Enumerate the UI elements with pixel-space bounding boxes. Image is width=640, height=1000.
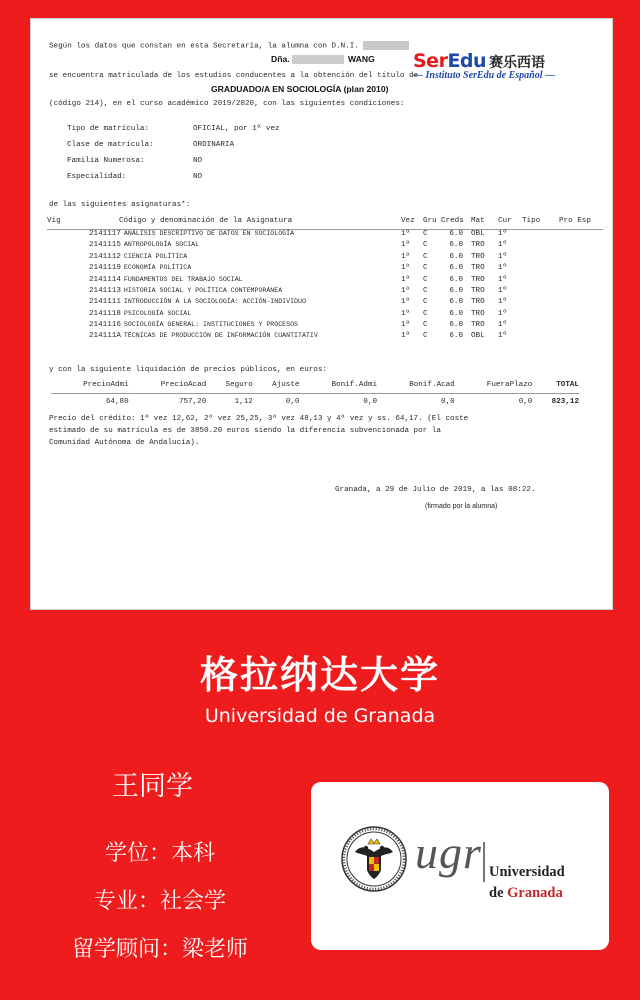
subject-code-name xyxy=(89,320,401,331)
subject-course: 1º xyxy=(498,252,508,261)
subject-name: ANTROPOLOGÍA SOCIAL xyxy=(123,241,200,249)
subject-credits: 6.0 xyxy=(449,321,463,330)
subject-code: 2141113 xyxy=(89,286,121,295)
subjects-intro: de las siguientes asignaturas*: xyxy=(49,201,191,209)
subject-group: C xyxy=(423,332,428,341)
prices-intro: y con la siguiente liquidación de precios públicos, en euros: xyxy=(49,366,327,374)
subject-code-name xyxy=(89,332,401,343)
subject-course: 1º xyxy=(498,321,508,330)
subject-credits: 6.0 xyxy=(449,252,463,261)
subject-code: 2141111 xyxy=(89,298,121,307)
subject-vez: 1ª xyxy=(401,286,411,295)
subject-vez: 1ª xyxy=(401,275,411,284)
subject-vez: 1ª xyxy=(401,241,411,250)
subject-course: 1º xyxy=(498,230,508,239)
subject-name: INTRODUCCIÓN A LA SOCIOLOGÍA: ACCIÓN-INDIVIDUO xyxy=(123,298,306,306)
ugr-wordmark: ugr xyxy=(415,827,482,878)
subject-pro-esp xyxy=(559,297,603,308)
subject-course: 1º xyxy=(498,264,508,273)
ugr-name: Universidad de Granada xyxy=(489,864,565,902)
subject-code-name xyxy=(89,229,401,240)
subject-pro-esp xyxy=(559,332,603,343)
subject-group: C xyxy=(423,286,428,295)
subject-vez: 1ª xyxy=(401,309,411,318)
subject-tipo xyxy=(522,240,559,251)
subject-group: C xyxy=(423,230,428,239)
condition-row: Tipo de matrícula: OFICIAL, por 1ª vez xyxy=(67,125,280,134)
subject-name: HISTORIA SOCIAL Y POLÍTICA CONTEMPORÁNEA xyxy=(123,286,283,294)
subject-credits: 6.0 xyxy=(449,309,463,318)
subject-vig xyxy=(47,297,89,308)
credit-line-3: Comunidad Autónoma de Andalucía). xyxy=(49,439,200,447)
enrollment-conditions xyxy=(67,122,280,186)
subject-vez: 1ª xyxy=(401,298,411,307)
subject-credits: 6.0 xyxy=(449,264,463,273)
subject-credits: 6.0 xyxy=(449,275,463,284)
redacted-given-name xyxy=(292,55,344,64)
subject-name: TÉCNICAS DE PRODUCCIÓN DE INFORMACIÓN CUANTITATIV xyxy=(123,332,318,340)
subject-code-name xyxy=(89,286,401,297)
subject-type: TRO xyxy=(471,309,485,318)
subjects-header-row: Vig Código y denominación de la Asignatura Vez Gru Creds Mat Cur Tipo Pro Esp xyxy=(47,217,603,229)
subject-vez: 1ª xyxy=(401,321,411,330)
subject-name: ECONOMÍA POLÍTICA xyxy=(123,264,192,272)
subject-vig xyxy=(47,240,89,251)
subject-code: 2141115 xyxy=(89,241,121,250)
subjects-table xyxy=(47,217,603,343)
subject-credits: 6.0 xyxy=(449,286,463,295)
subject-row xyxy=(47,240,603,251)
subject-pro-esp xyxy=(559,240,603,251)
subject-vig xyxy=(47,286,89,297)
intro-line-3: (código 214), en el curso académico 2019/2020, con las siguientes condiciones: xyxy=(49,100,405,108)
place-date: Granada, a 29 de Julio de 2019, a las 08:22. xyxy=(335,486,536,494)
subject-code: 2141114 xyxy=(89,275,121,284)
subject-code-name xyxy=(89,275,401,286)
seredu-watermark xyxy=(413,50,591,90)
subject-code: 214111A xyxy=(89,332,121,341)
advisor-info: 留学顾问：梁老师 xyxy=(71,937,248,962)
subject-name: ANÁLISIS DESCRIPTIVO DE DATOS EN SOCIOLOGÍA xyxy=(123,230,295,238)
subject-type: TRO xyxy=(471,275,485,284)
subject-type: TRO xyxy=(471,241,485,250)
condition-row: Familia Numerosa: NO xyxy=(67,157,203,166)
subject-row xyxy=(47,263,603,274)
degree-title: GRADUADO/A EN SOCIOLOGÍA (plan 2010) xyxy=(211,84,389,94)
subject-pro-esp xyxy=(559,275,603,286)
subject-tipo xyxy=(522,286,559,297)
subject-row xyxy=(47,252,603,263)
subject-type: OBL xyxy=(471,230,485,239)
subject-type: TRO xyxy=(471,321,485,330)
subject-tipo xyxy=(522,320,559,331)
university-name-cn: 格拉纳达大学 xyxy=(199,653,440,697)
subject-code: 2141116 xyxy=(89,321,121,330)
subject-course: 1º xyxy=(498,332,508,341)
condition-row: Especialidad: NO xyxy=(67,173,203,182)
subject-vig xyxy=(47,320,89,331)
subject-row xyxy=(47,309,603,320)
subject-code-name xyxy=(89,240,401,251)
subject-pro-esp xyxy=(559,286,603,297)
subject-pro-esp xyxy=(559,229,603,240)
redacted-dni xyxy=(363,41,409,50)
student-name-line: Dña. WANG xyxy=(271,54,375,64)
intro-line-1: Según los datos que constan en esta Secretaría, la alumna con D.N.I. xyxy=(49,41,409,52)
condition-row: Clase de matrícula: ORDINARIA xyxy=(67,141,235,150)
subject-pro-esp xyxy=(559,320,603,331)
subject-group: C xyxy=(423,309,428,318)
subject-course: 1º xyxy=(498,286,508,295)
subjects-body xyxy=(47,229,603,343)
university-name-en: Universidad de Granada xyxy=(204,705,436,727)
subject-course: 1º xyxy=(498,275,508,284)
subject-code: 2141117 xyxy=(89,230,121,239)
subject-pro-esp xyxy=(559,252,603,263)
subject-code: 2141118 xyxy=(89,309,121,318)
subject-row xyxy=(47,229,603,240)
subject-credits: 6.0 xyxy=(449,332,463,341)
subject-pro-esp xyxy=(559,263,603,274)
subject-row xyxy=(47,286,603,297)
signature-note: (firmado por la alumna) xyxy=(425,503,498,510)
subject-row xyxy=(47,275,603,286)
subject-name: PSICOLOGÍA SOCIAL xyxy=(123,309,192,317)
subject-tipo xyxy=(522,297,559,308)
subject-vig xyxy=(47,263,89,274)
subject-course: 1º xyxy=(498,241,508,250)
subject-tipo xyxy=(522,332,559,343)
subject-group: C xyxy=(423,275,428,284)
subject-vig xyxy=(47,309,89,320)
subject-code-name xyxy=(89,297,401,308)
subject-vez: 1ª xyxy=(401,252,411,261)
subject-group: C xyxy=(423,321,428,330)
subject-row xyxy=(47,320,603,331)
prices-header-row: PrecioAdmi PrecioAcad Seguro Ajuste Bonif.Admi Bonif.Acad FueraPlazo TOTAL xyxy=(51,380,579,394)
subject-group: C xyxy=(423,298,428,307)
student-name: 王同学 xyxy=(112,771,193,802)
subject-group: C xyxy=(423,264,428,273)
credit-line-1: Precio del crédito: 1ª vez 12,62, 2ª vez 25,25, 3ª vez 48,13 y 4ª vez y ss. 64,17. (El coste xyxy=(49,415,469,423)
subject-vez: 1ª xyxy=(401,230,411,239)
subject-name: FUNDAMENTOS DEL TRABAJO SOCIAL xyxy=(123,275,243,283)
subject-code-name xyxy=(89,309,401,320)
subject-vig xyxy=(47,229,89,240)
subject-code: 2141119 xyxy=(89,264,121,273)
university-seal-icon xyxy=(341,826,407,892)
subject-credits: 6.0 xyxy=(449,298,463,307)
prices-table xyxy=(51,380,579,408)
subject-type: OBL xyxy=(471,332,485,341)
major-info: 专业：社会学 xyxy=(93,889,226,914)
subject-course: 1º xyxy=(498,298,508,307)
subject-code-name xyxy=(89,263,401,274)
subject-pro-esp xyxy=(559,309,603,320)
subject-group: C xyxy=(423,241,428,250)
subject-code-name xyxy=(89,252,401,263)
subject-type: TRO xyxy=(471,264,485,273)
enrollment-document xyxy=(30,18,613,610)
subject-tipo xyxy=(522,229,559,240)
subject-tipo xyxy=(522,252,559,263)
subject-code: 2141112 xyxy=(89,252,121,261)
subject-vig xyxy=(47,252,89,263)
subject-vig xyxy=(47,275,89,286)
subject-name: CIENCIA POLÍTICA xyxy=(123,252,188,260)
subject-vez: 1ª xyxy=(401,332,411,341)
subject-tipo xyxy=(522,275,559,286)
subject-name: SOCIOLOGÍA GENERAL: INSTITUCIONES Y PROCESOS xyxy=(123,321,299,329)
subject-credits: 6.0 xyxy=(449,230,463,239)
subject-tipo xyxy=(522,263,559,274)
degree-info: 学位：本科 xyxy=(104,841,215,866)
prices-value-row: 64,80 757,20 1,12 0,0 0,0 0,0 0,0 823,12 xyxy=(105,398,579,407)
intro-line-2: se encuentra matriculada de los estudios conducentes a la obtención del título de xyxy=(49,72,419,80)
subject-group: C xyxy=(423,252,428,261)
subject-vig xyxy=(47,332,89,343)
credit-line-2: estimado de su matrícula es de 3850.20 euros siendo la diferencia subvencionada por la xyxy=(49,427,441,435)
subject-course: 1º xyxy=(498,309,508,318)
subject-type: TRO xyxy=(471,298,485,307)
ugr-logo-card xyxy=(311,782,609,950)
subject-row xyxy=(47,297,603,308)
subject-type: TRO xyxy=(471,286,485,295)
logo-divider xyxy=(483,842,485,882)
seredu-logo: SerEdu 赛乐西语 xyxy=(413,50,546,72)
subject-tipo xyxy=(522,309,559,320)
subject-vez: 1ª xyxy=(401,264,411,273)
subject-row xyxy=(47,332,603,343)
seredu-subtitle: — Instituto SerEdu de Español — xyxy=(413,70,555,81)
subject-credits: 6.0 xyxy=(449,241,463,250)
subject-type: TRO xyxy=(471,252,485,261)
